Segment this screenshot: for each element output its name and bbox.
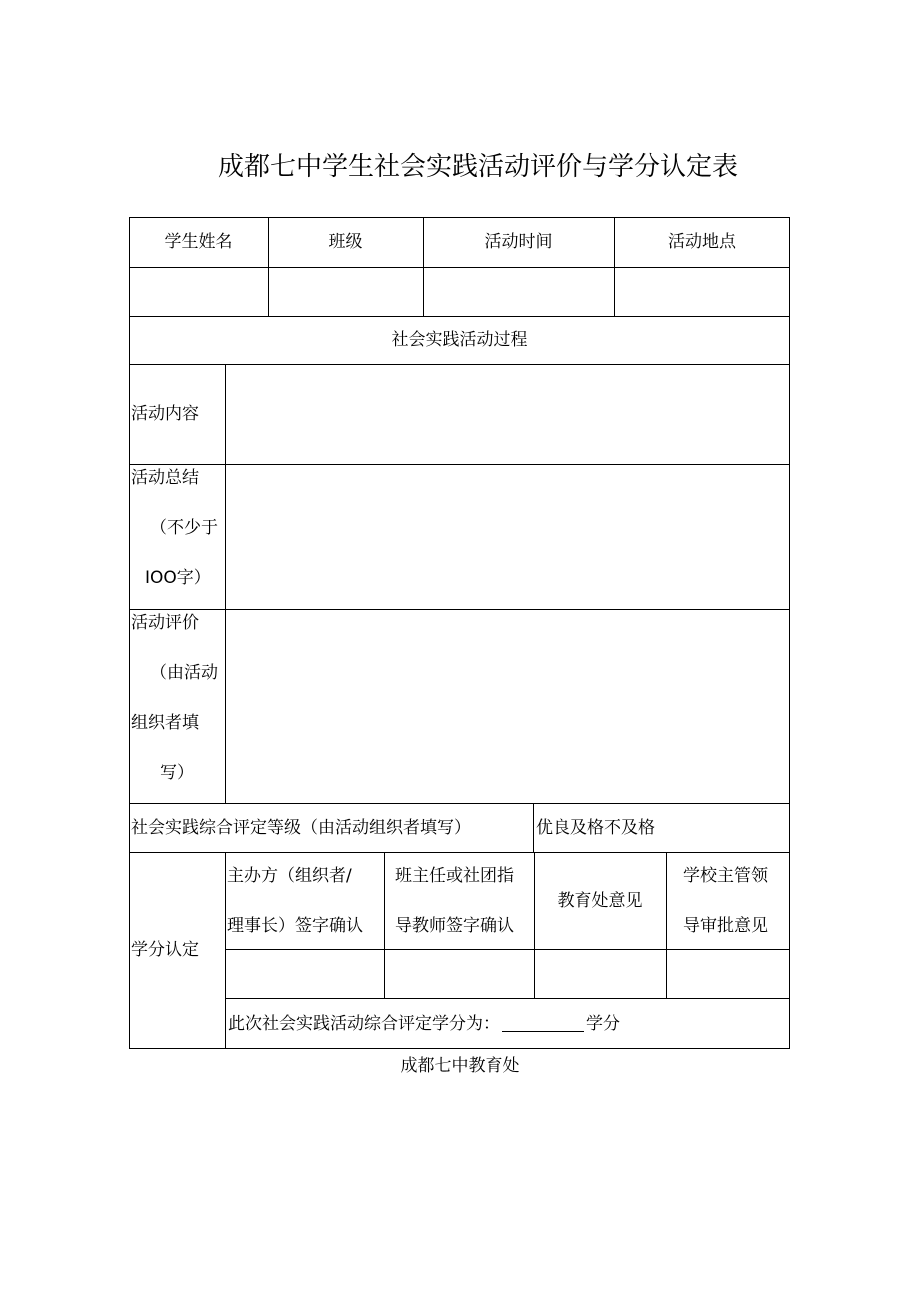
teacher-signature-label-line2: 导教师签字确认 [395, 916, 514, 936]
activity-time-field[interactable] [423, 267, 614, 316]
activity-summary-field[interactable] [226, 465, 789, 609]
class-field[interactable] [268, 267, 423, 316]
education-office-opinion-field[interactable] [535, 950, 666, 998]
credit-summary-prefix: 此次社会实践活动综合评定学分为： [228, 1013, 500, 1034]
section-title: 社会实践活动过程 [391, 330, 528, 350]
organizer-signature-label-line2: 理事长）签字确认 [227, 916, 363, 936]
activity-summary-label-line1: 活动总结 [131, 468, 199, 488]
credit-summary-line [228, 999, 789, 1048]
activity-summary-label-line2: （不少于 [150, 518, 218, 538]
credit-label: 学分认定 [131, 940, 199, 960]
student-name-field[interactable] [129, 267, 268, 316]
school-leader-approval-label-line1: 学校主管领 [683, 866, 768, 886]
grade-label: 社会实践综合评定等级（由活动组织者填写） [131, 817, 471, 838]
student-name-header: 学生姓名 [164, 232, 233, 252]
teacher-signature-field[interactable] [385, 950, 534, 998]
activity-evaluation-label-line2: （由活动 [150, 663, 218, 683]
page-title: 成都七中学生社会实践活动评价与学分认定表 [218, 152, 739, 182]
class-header: 班级 [328, 232, 363, 252]
organizer-signature-field[interactable] [226, 950, 384, 998]
organizer-signature-label-line1: 主办方（组织者/ [227, 866, 352, 886]
activity-location-field[interactable] [614, 267, 790, 316]
activity-content-field[interactable] [226, 365, 789, 464]
activity-evaluation-field[interactable] [226, 610, 789, 803]
grade-options[interactable]: 优良及格不及格 [536, 817, 655, 838]
activity-time-header: 活动时间 [484, 232, 553, 252]
teacher-signature-label-line1: 班主任或社团指 [395, 866, 514, 886]
activity-location-header: 活动地点 [668, 232, 736, 252]
footer-issuer: 成都七中教育处 [400, 1056, 520, 1076]
education-office-opinion-label: 教育处意见 [557, 890, 643, 911]
activity-evaluation-label-line4: 写） [160, 763, 194, 783]
credit-summary-suffix: 学分 [586, 1013, 620, 1034]
credit-amount-field[interactable] [502, 1015, 584, 1032]
activity-evaluation-label-line3: 组织者填 [131, 713, 199, 733]
activity-evaluation-label-line1: 活动评价 [131, 613, 199, 633]
school-leader-approval-field[interactable] [667, 950, 789, 998]
school-leader-approval-label-line2: 导审批意见 [683, 916, 768, 936]
activity-content-label: 活动内容 [131, 404, 199, 424]
activity-summary-label-line3: IOO字） [145, 568, 211, 588]
